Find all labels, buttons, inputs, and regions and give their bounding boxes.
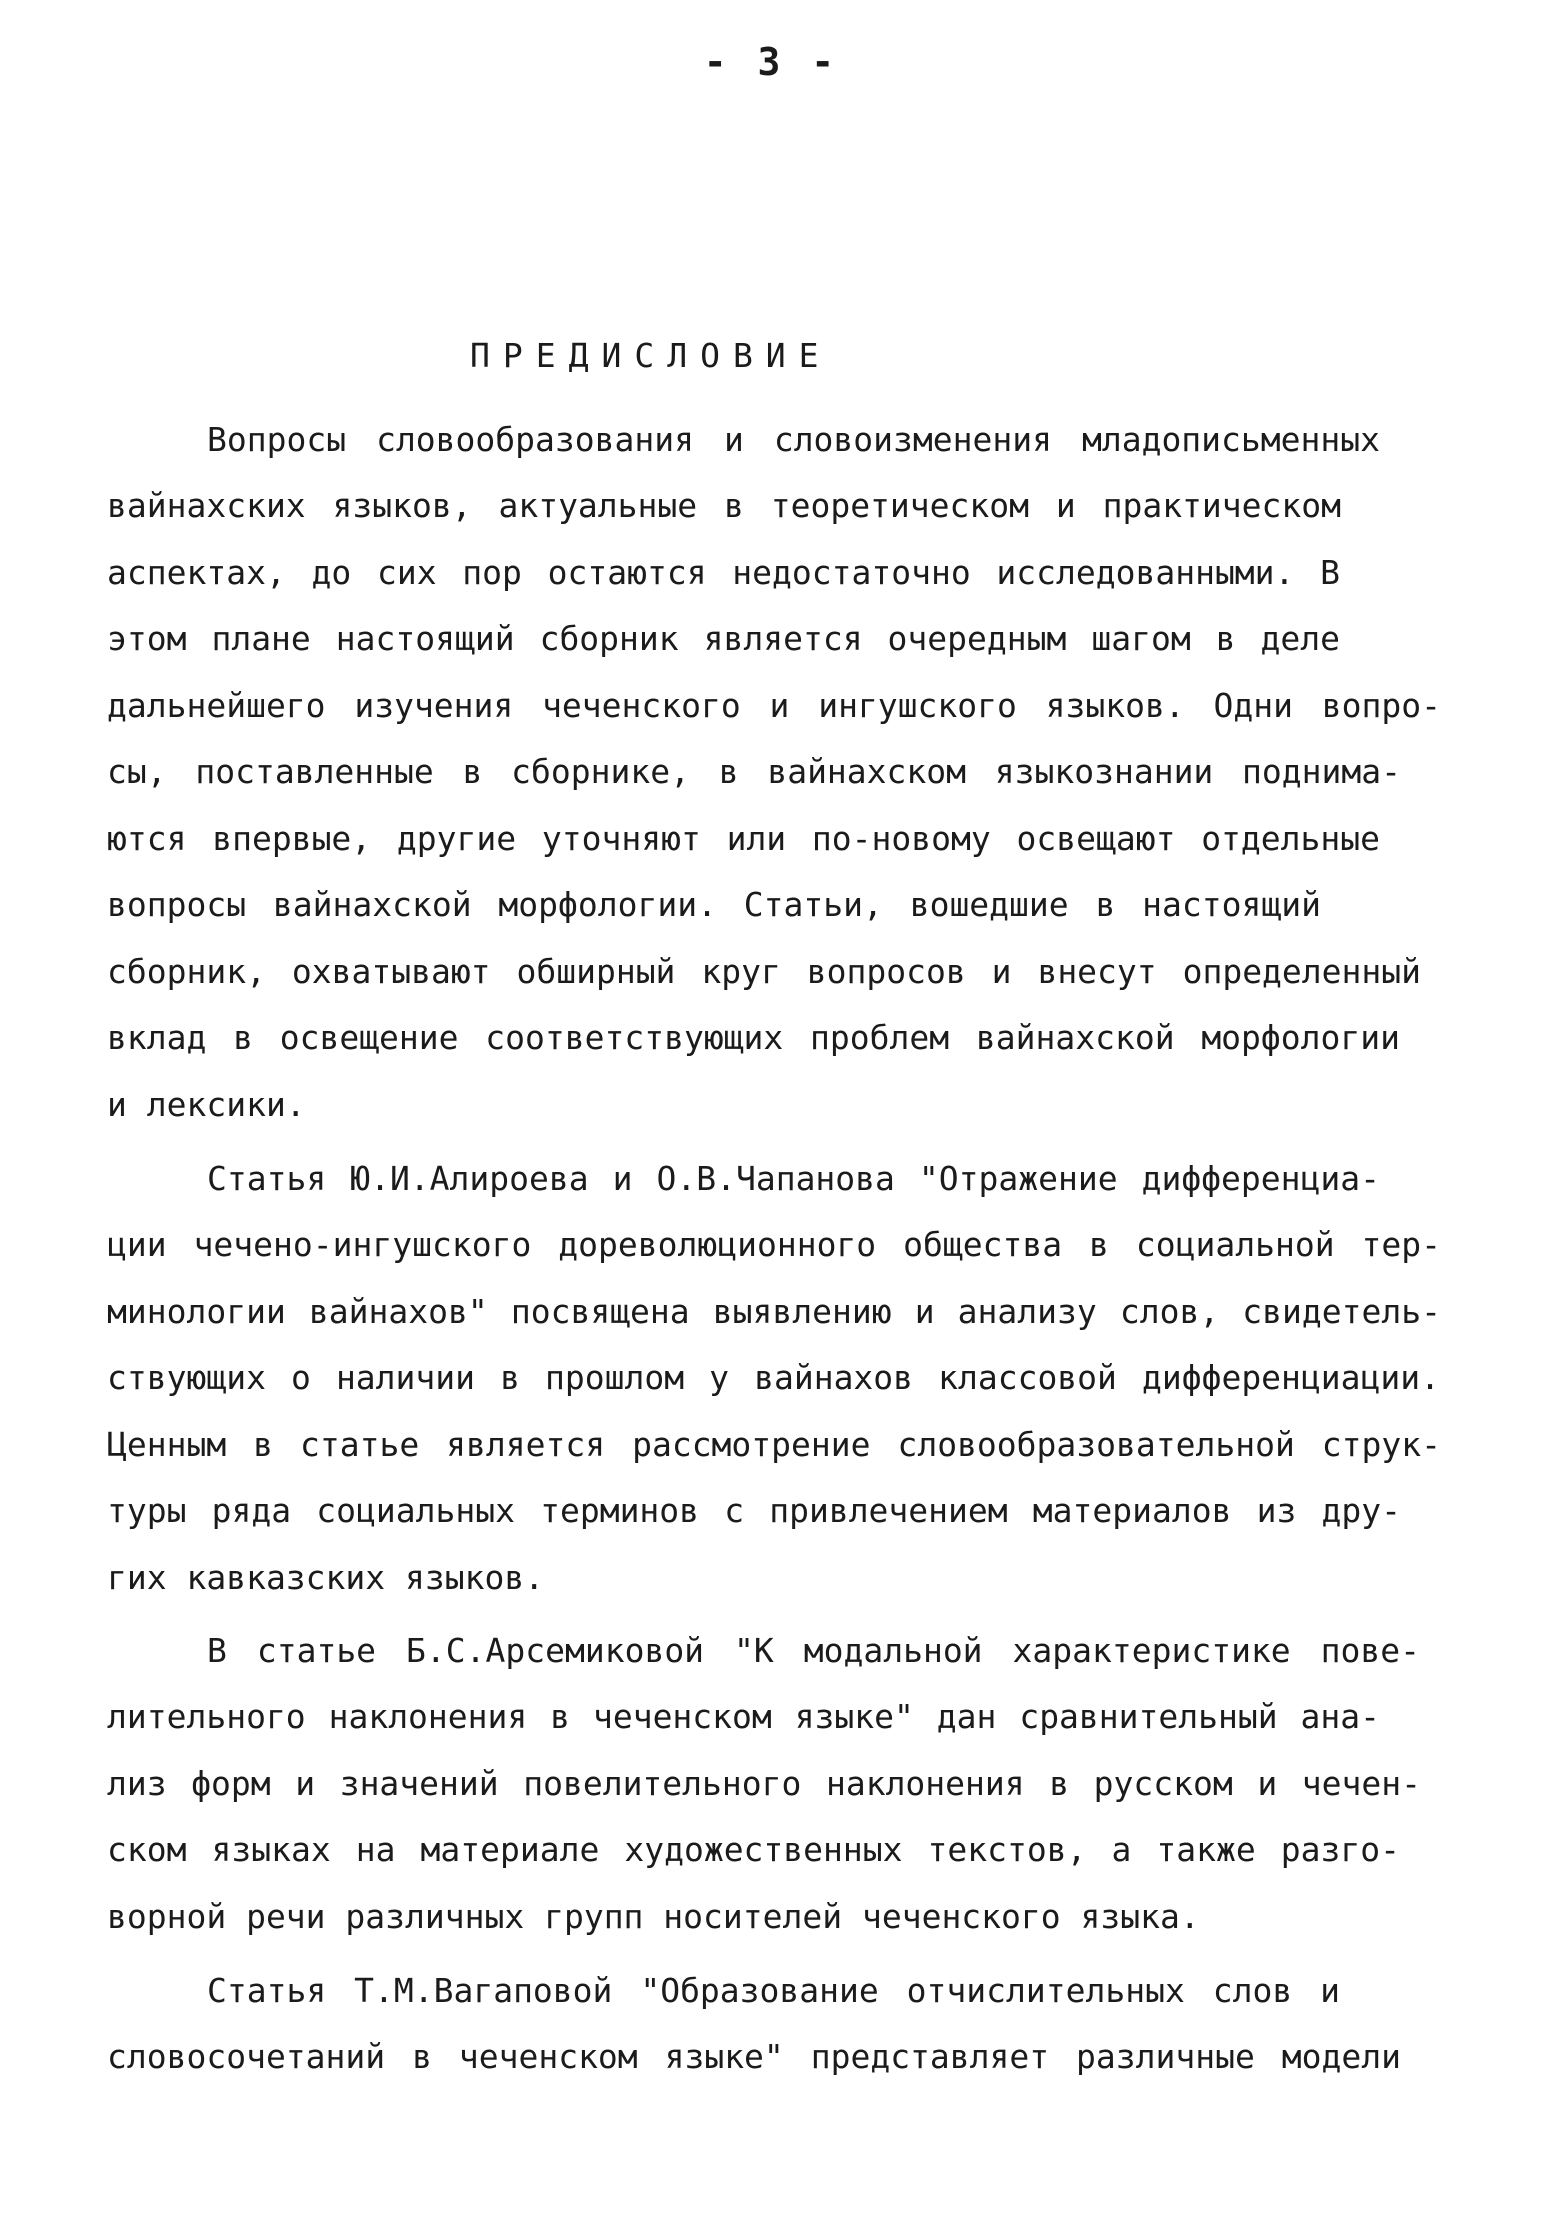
text-line: вопросы вайнахской морфологии. Статьи, вошедшие в настоящий: [107, 885, 1321, 924]
text-line: ствующих о наличии в прошлом у вайнахов классовой дифференциации.: [107, 1358, 1440, 1397]
text-line: и лексики.: [107, 1085, 306, 1124]
text-line: ворной речи различных групп носителей чеченского языка.: [107, 1897, 1200, 1936]
text-line: словосочетаний в чеченском языке" представляет различные модели: [107, 2037, 1401, 2076]
text-line: Вопросы словообразования и словоизменения младописьменных: [207, 420, 1380, 459]
text-line: гих кавказских языков.: [107, 1558, 545, 1597]
text-line: этом плане настоящий сборник является очередным шагом в деле: [107, 619, 1340, 658]
text-line: Ценным в статье является рассмотрение словообразовательной струк-: [107, 1425, 1441, 1464]
text-line: сборник, охватывают обширный круг вопросов и внесут определенный: [107, 952, 1421, 991]
text-line: минологии вайнахов" посвящена выявлению и анализу слов, свидетель-: [107, 1292, 1441, 1331]
text-line: ются впервые, другие уточняют или по-новому освещают отдельные: [107, 819, 1380, 858]
text-line: вклад в освещение соответствующих проблем вайнахской морфологии: [107, 1018, 1400, 1057]
text-line: вайнахских языков, актуальные в теоретическом и практическом: [107, 486, 1341, 525]
text-line: лительного наклонения в чеченском языке" дан сравнительный ана-: [107, 1697, 1380, 1736]
text-line: ском языках на материале художественных текстов, а также разго-: [107, 1830, 1400, 1869]
text-line: лиз форм и значений повелительного наклонения в русском и чечен-: [107, 1764, 1421, 1803]
text-line: ции чечено-ингушского дореволюционного общества в социальной тер-: [107, 1225, 1441, 1264]
text-line: дальнейшего изучения чеченского и ингушского языков. Одни вопро-: [107, 686, 1441, 725]
text-line: Статья Т.М.Вагаповой "Образование отчислительных слов и: [207, 1971, 1340, 2010]
text-line: В статье Б.С.Арсемиковой "К модальной характеристике пове-: [207, 1631, 1420, 1670]
text-line: Статья Ю.И.Алироева и О.В.Чапанова "Отражение дифференциа-: [207, 1159, 1380, 1198]
text-line: сы, поставленные в сборнике, в вайнахском языкознании поднима-: [107, 752, 1401, 791]
text-line: аспектах, до сих пор остаются недостаточно исследованными. В: [107, 553, 1340, 592]
text-line: туры ряда социальных терминов с привлечением материалов из дру-: [107, 1491, 1401, 1530]
preface-heading: ПРЕДИСЛОВИЕ: [470, 336, 832, 375]
page-number: - 3 -: [703, 40, 839, 84]
